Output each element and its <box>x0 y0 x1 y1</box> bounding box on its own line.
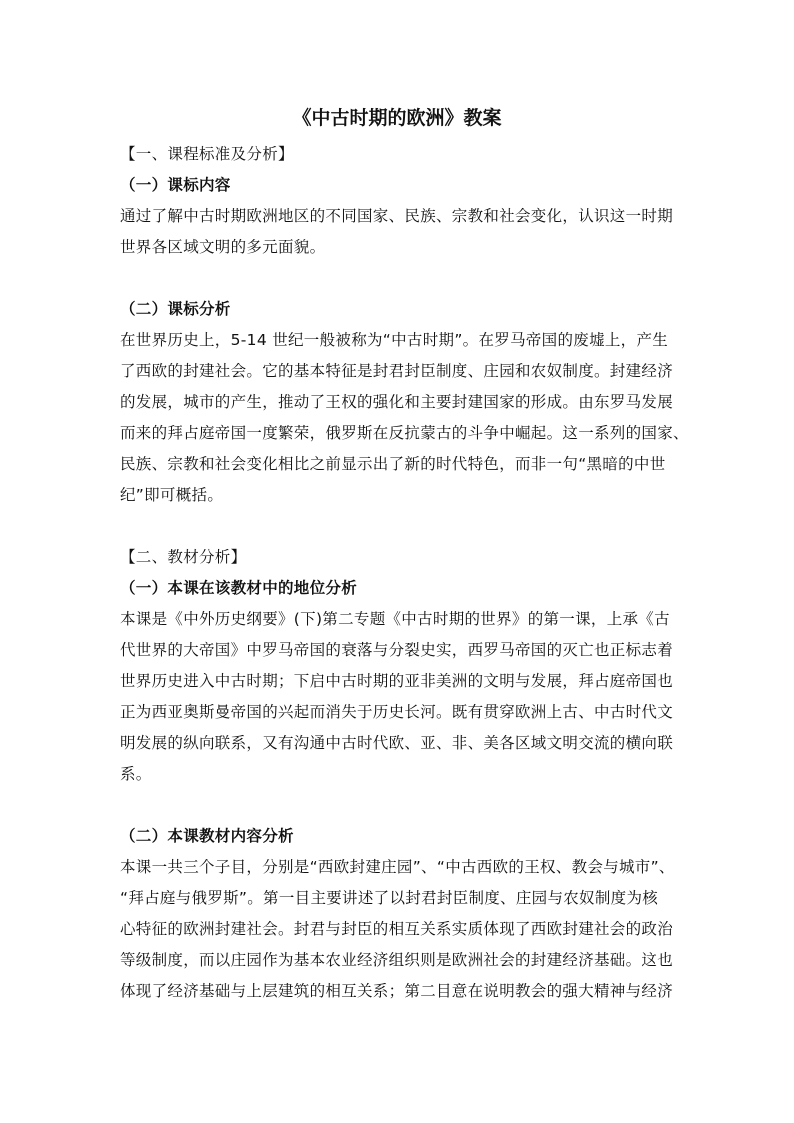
paragraph-line: 的发展，城市的产生，推动了王权的强化和主要封建国家的形成。由东罗马发展 <box>120 393 674 411</box>
paragraph-line: 民族、宗教和社会变化相比之前显示出了新的时代特色，而非一句“黑暗的中世 <box>120 455 666 473</box>
document-title: 《中古时期的欧洲》教案 <box>292 107 502 129</box>
paragraph-line: 本课一共三个子目，分别是“西欧封建庄园”、“中古西欧的王权、教会与城市”、 <box>120 858 675 876</box>
paragraph-line: 了西欧的封建社会。它的基本特征是封君封臣制度、庄园和农奴制度。封建经济 <box>120 362 674 380</box>
subsection-heading: （二）本课教材内容分析 <box>120 827 294 845</box>
paragraph-line: 本课是《中外历史纲要》(下)第二专题《中古时期的世界》的第一课，上承《古 <box>120 610 670 628</box>
paragraph-line: 而来的拜占庭帝国一度繁荣，俄罗斯在反抗蒙古的斗争中崛起。这一系列的国家、 <box>120 424 689 442</box>
paragraph-line: 通过了解中古时期欧洲地区的不同国家、民族、宗教和社会变化，认识这一时期 <box>120 207 674 225</box>
paragraph-line: 等级制度，而以庄园作为基本农业经济组织则是欧洲社会的封建经济基础。这也 <box>120 951 674 969</box>
paragraph-line: 明发展的纵向联系，又有沟通中古时代欧、亚、非、美各区域文明交流的横向联 <box>120 734 674 752</box>
subsection-heading: （一）本课在该教材中的地位分析 <box>120 579 358 597</box>
paragraph-line: “拜占庭与俄罗斯”。第一目主要讲述了以封君封臣制度、庄园与农奴制度为核 <box>120 889 659 907</box>
paragraph-line: 世界历史进入中古时期；下启中古时期的亚非美洲的文明与发展，拜占庭帝国也 <box>120 672 674 690</box>
paragraph-line: 体现了经济基础与上层建筑的相互关系；第二目意在说明教会的强大精神与经济 <box>120 982 674 1000</box>
paragraph-line: 代世界的大帝国》中罗马帝国的衰落与分裂史实，西罗马帝国的灭亡也正标志着 <box>120 641 674 659</box>
paragraph-line: 系。 <box>120 765 152 783</box>
section-heading-1: 【一、课程标准及分析】 <box>120 145 294 163</box>
subsection-heading: （一）课标内容 <box>120 176 231 194</box>
subsection-heading: （二）课标分析 <box>120 300 231 318</box>
paragraph-line: 在世界历史上，5-14 世纪一般被称为“中古时期”。在罗马帝国的废墟上，产生 <box>120 331 669 349</box>
paragraph-line: 正为西亚奥斯曼帝国的兴起而消失于历史长河。既有贯穿欧洲上古、中古时代文 <box>120 703 674 721</box>
paragraph-line: 世界各区域文明的多元面貌。 <box>120 238 326 256</box>
paragraph-line: 心特征的欧洲封建社会。封君与封臣的相互关系实质体现了西欧封建社会的政治 <box>120 920 674 938</box>
paragraph-line: 纪”即可概括。 <box>120 486 224 504</box>
section-heading-2: 【二、教材分析】 <box>120 548 247 566</box>
